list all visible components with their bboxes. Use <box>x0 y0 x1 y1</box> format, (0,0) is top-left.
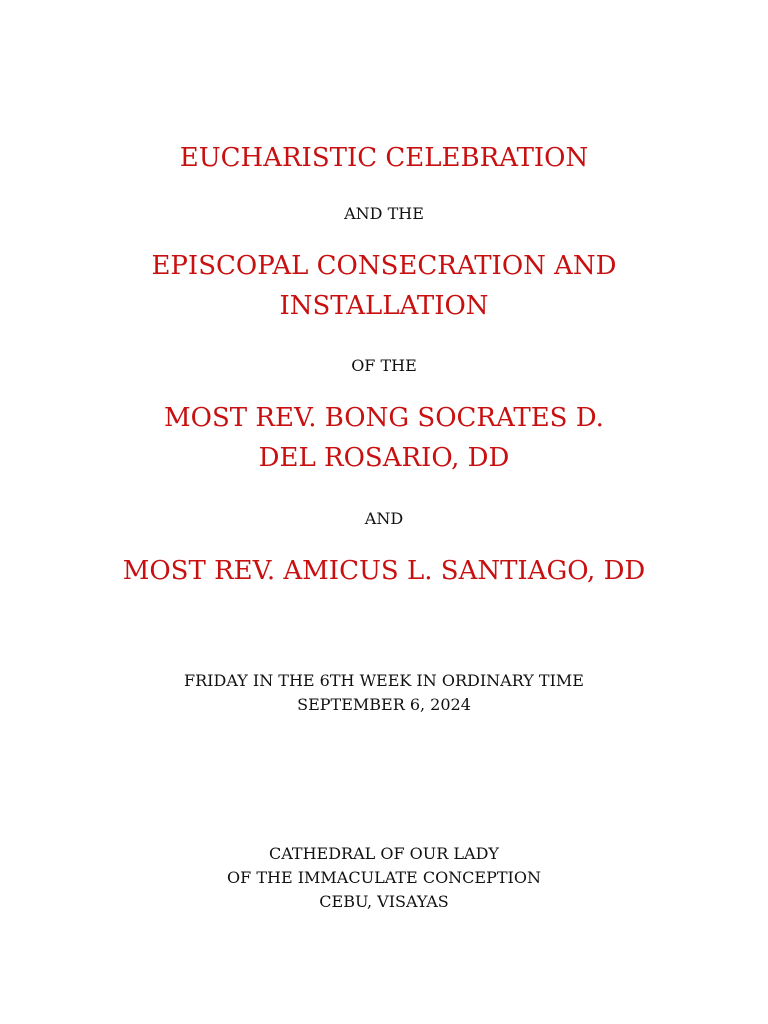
venue-line-2: OF THE IMMACULATE CONCEPTION <box>227 868 541 887</box>
bishop-1-line-2: DEL ROSARIO, DD <box>258 443 510 473</box>
bishop-1-line-1: MOST REV. BONG SOCRATES D. <box>164 403 604 433</box>
title-eucharistic-celebration: EUCHARISTIC CELEBRATION <box>179 143 589 173</box>
venue-line-3: CEBU, VISAYAS <box>319 892 449 911</box>
title-episcopal-line-2: INSTALLATION <box>279 291 489 321</box>
liturgical-day: FRIDAY IN THE 6TH WEEK IN ORDINARY TIME <box>184 671 584 690</box>
title-episcopal-consecration <box>0 246 768 326</box>
venue-block <box>0 842 768 914</box>
event-date: SEPTEMBER 6, 2024 <box>297 695 471 714</box>
occasion-block <box>0 669 768 717</box>
connector-of-the: OF THE <box>351 356 417 375</box>
bishop-name-2: MOST REV. AMICUS L. SANTIAGO, DD <box>122 556 646 586</box>
venue-line-1: CATHEDRAL OF OUR LADY <box>269 844 499 863</box>
bishop-name-1 <box>0 398 768 478</box>
connector-and: AND <box>364 509 404 528</box>
title-episcopal-line-1: EPISCOPAL CONSECRATION AND <box>151 251 617 281</box>
connector-and-the: AND THE <box>344 204 424 223</box>
